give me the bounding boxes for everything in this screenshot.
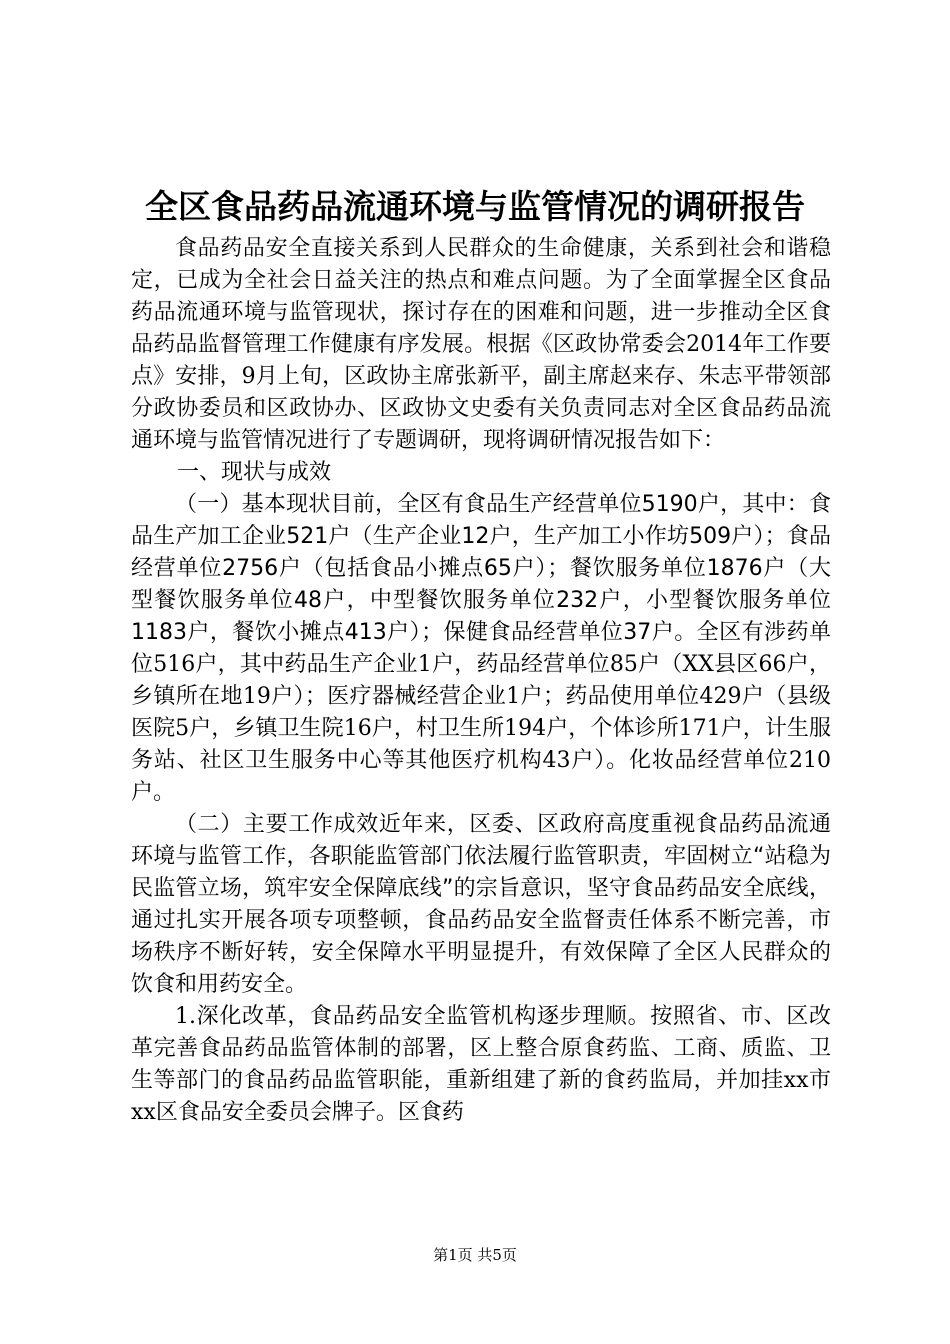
drug-text: 全区有涉药单位516户，其中药品生产企业1户，药品经营单位85户（XX县区66户，乡镇所在地19户）；医疗器械经营企业1户；药品使用单位429户（县级医院5户，乡镇卫生院16户，村卫生所194户，个体诊所171户，计生服务站、社区卫生服务中心等其他医疗机构43户）。化妆品经营单位210户。 [131,620,831,805]
document-body [131,233,831,1129]
status-paragraph [131,489,831,809]
achievements-paragraph: （二）主要工作成效近年来，区委、区政府高度重视食品药品流通环境与监管工作，各职能监管部门依法履行监管职责，牢固树立“站稳为民监管立场，筑牢安全保障底线”的宗旨意识，坚守食品药品安全底线，通过扎实开展各项专项整顿，食品药品安全监督责任体系不断完善，市场秩序不断好转，安全保障水平明显提升，有效保障了全区人民群众的饮食和用药安全。 [131,812,831,997]
page-footer: 第1页 共5页 [433,1246,517,1264]
intro-paragraph: 食品药品安全直接关系到人民群众的生命健康，关系到社会和谐稳定，已成为全社会日益关注的热点和难点问题。为了全面掌握全区食品药品流通环境与监管现状，探讨存在的困难和问题，进一步推动全区食品药品监督管理工作健康有序发展。根据《区政协常委会2014年工作要点》安排，9月上旬，区政协主席张新平，副主席赵来存、朱志平带领部分政协委员和区政协办、区政协文史委有关负责同志对全区食品药品流通环境与监管情况进行了专题调研，现将调研情况报告如下： [131,236,831,453]
document-title: 全区食品药品流通环境与监管情况的调研报告 [145,187,805,226]
section-heading: 一、现状与成效 [177,460,332,485]
reform-paragraph: 1.深化改革，食品药品安全监管机构逐步理顺。按照省、市、区改革完善食品药品监管体制的部署，区上整合原食药监、工商、质监、卫生等部门的食品药品监管职能，重新组建了新的食药监局，并加挂xx市xx区食品安全委员会牌子。区食药 [131,1004,831,1125]
status-text: （一）基本现状目前，全区有食品生产经营单位5190户，其中：食品生产加工企业521户（生产企业12户，生产加工小作坊509户）；食品经营单位2756户（包括食品小摊点65户）；餐饮服务单位1876户（大型餐饮服务单位48户，中型餐饮服务单位232户，小型餐饮服务单位1183户，餐饮小摊点413户）；保健食品经营单位37户。 [131,492,831,645]
